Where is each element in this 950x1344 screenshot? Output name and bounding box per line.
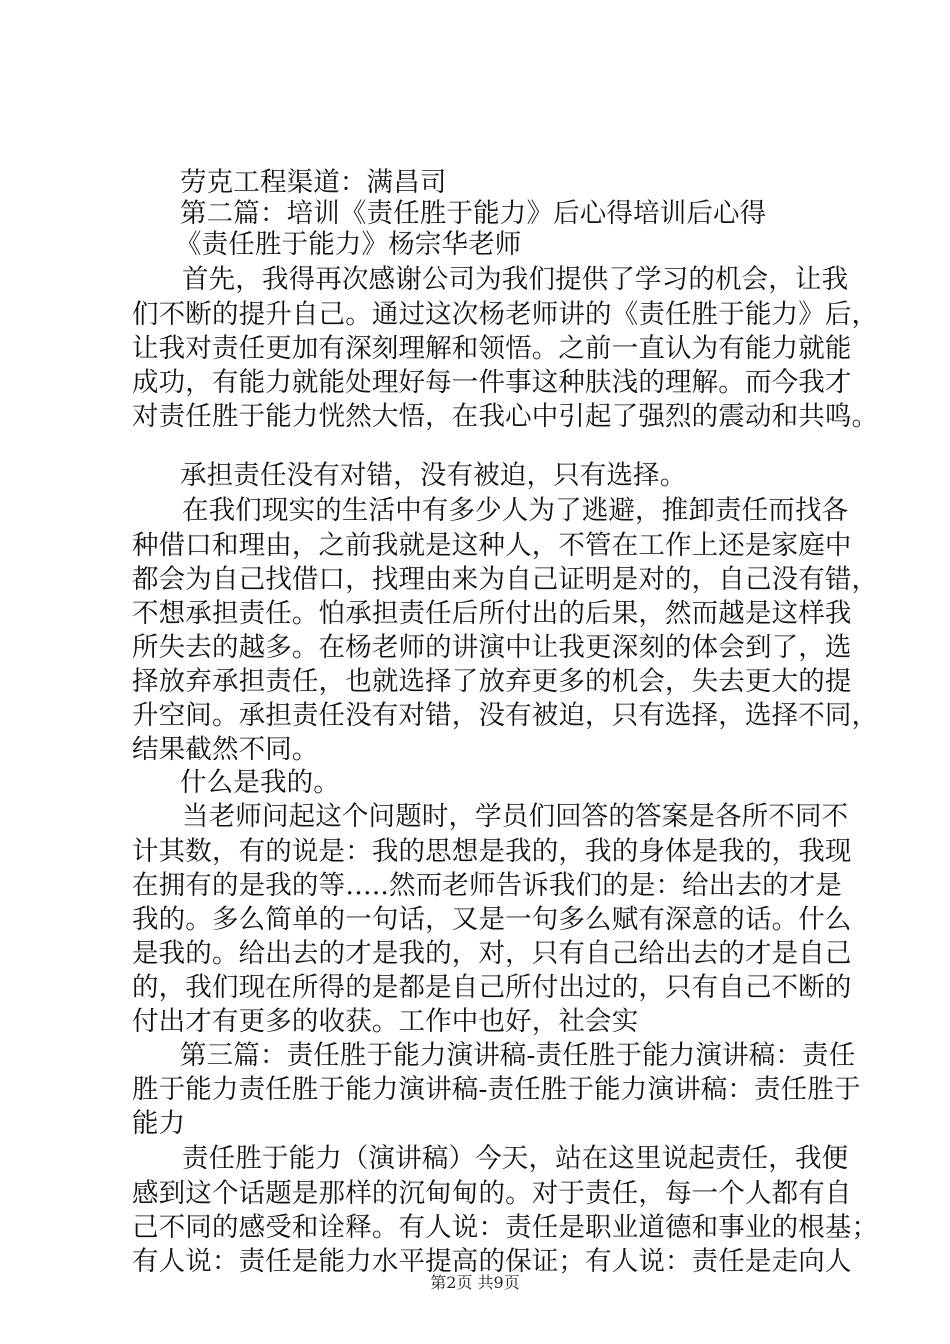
paragraph-line: 有人说：责任是能力水平提高的保证；有人说：责任是走向人 — [132, 1246, 852, 1277]
paragraph-line: 升空间。承担责任没有对错，没有被迫，只有选择，选择不同， — [132, 700, 879, 731]
paragraph-line: 在我们现实的生活中有多少人为了逃避，推卸责任而找各 — [182, 495, 849, 526]
paragraph-line: 己不同的感受和诠释。有人说：责任是职业道德和事业的根基； — [132, 1212, 879, 1243]
text-line-1: 劳克工程渠道：满昌司 — [180, 167, 447, 198]
paragraph-line: 结果截然不同。 — [132, 734, 319, 765]
paragraph-line: 不想承担责任。怕承担责任后所付出的后果，然而越是这样我 — [132, 598, 852, 629]
paragraph-line: 什么是我的。 — [180, 767, 340, 798]
section-heading-2: 第二篇：培训《责任胜于能力》后心得培训后心得 — [180, 198, 767, 229]
paragraph-line: 择放弃承担责任，也就选择了放弃更多的机会，失去更大的提 — [132, 666, 852, 697]
paragraph-line: 承担责任没有对错，没有被迫，只有选择。 — [180, 460, 687, 491]
paragraph-line: 都会为自己找借口，找理由来为自己证明是对的，自己没有错， — [132, 564, 879, 595]
paragraph-line: 感到这个话题是那样的沉甸甸的。对于责任，每一个人都有自 — [132, 1178, 852, 1209]
section-heading-3-cont: 能力 — [132, 1108, 186, 1139]
paragraph-line: 们不断的提升自己。通过这次杨老师讲的《责任胜于能力》后， — [132, 299, 879, 330]
paragraph-line: 付出才有更多的收获。工作中也好，社会实 — [132, 1006, 639, 1037]
paragraph-line: 当老师问起这个问题时，学员们回答的答案是各所不同不 — [182, 801, 849, 832]
section-heading-3-cont: 胜于能力责任胜于能力演讲稿-责任胜于能力演讲稿：责任胜于 — [132, 1074, 861, 1105]
section-heading-3: 第三篇：责任胜于能力演讲稿-责任胜于能力演讲稿：责任 — [180, 1040, 856, 1071]
paragraph-line: 让我对责任更加有深刻理解和领悟。之前一直认为有能力就能 — [132, 333, 852, 364]
paragraph-line: 我的。多么简单的一句话，又是一句多么赋有深意的话。什么 — [132, 904, 852, 935]
paragraph-line: 是我的。给出去的才是我的，对，只有自己给出去的才是自己 — [132, 938, 852, 969]
paragraph-line: 在拥有的是我的等…..然而老师告诉我们的是：给出去的才是 — [132, 870, 843, 901]
paragraph-line: 种借口和理由，之前我就是这种人，不管在工作上还是家庭中 — [132, 530, 852, 561]
paragraph-line: 首先，我得再次感谢公司为我们提供了学习的机会，让我 — [182, 264, 849, 295]
paragraph-line: 所失去的越多。在杨老师的讲演中让我更深刻的体会到了，选 — [132, 632, 852, 663]
paragraph-line: 责任胜于能力（演讲稿）今天，站在这里说起责任，我便 — [182, 1143, 849, 1174]
paragraph-line: 成功，有能力就能处理好每一件事这种肤浅的理解。而今我才 — [132, 367, 852, 398]
page-footer: 第2页 共9页 — [430, 1273, 520, 1292]
paragraph-line: 计其数，有的说是：我的思想是我的，我的身体是我的，我现 — [132, 836, 852, 867]
book-title-line: 《责任胜于能力》杨宗华老师 — [175, 229, 522, 260]
paragraph-line: 对责任胜于能力恍然大悟，在我心中引起了强烈的震动和共鸣。 — [132, 401, 879, 432]
paragraph-line: 的，我们现在所得的是都是自己所付出过的，只有自己不断的 — [132, 972, 852, 1003]
